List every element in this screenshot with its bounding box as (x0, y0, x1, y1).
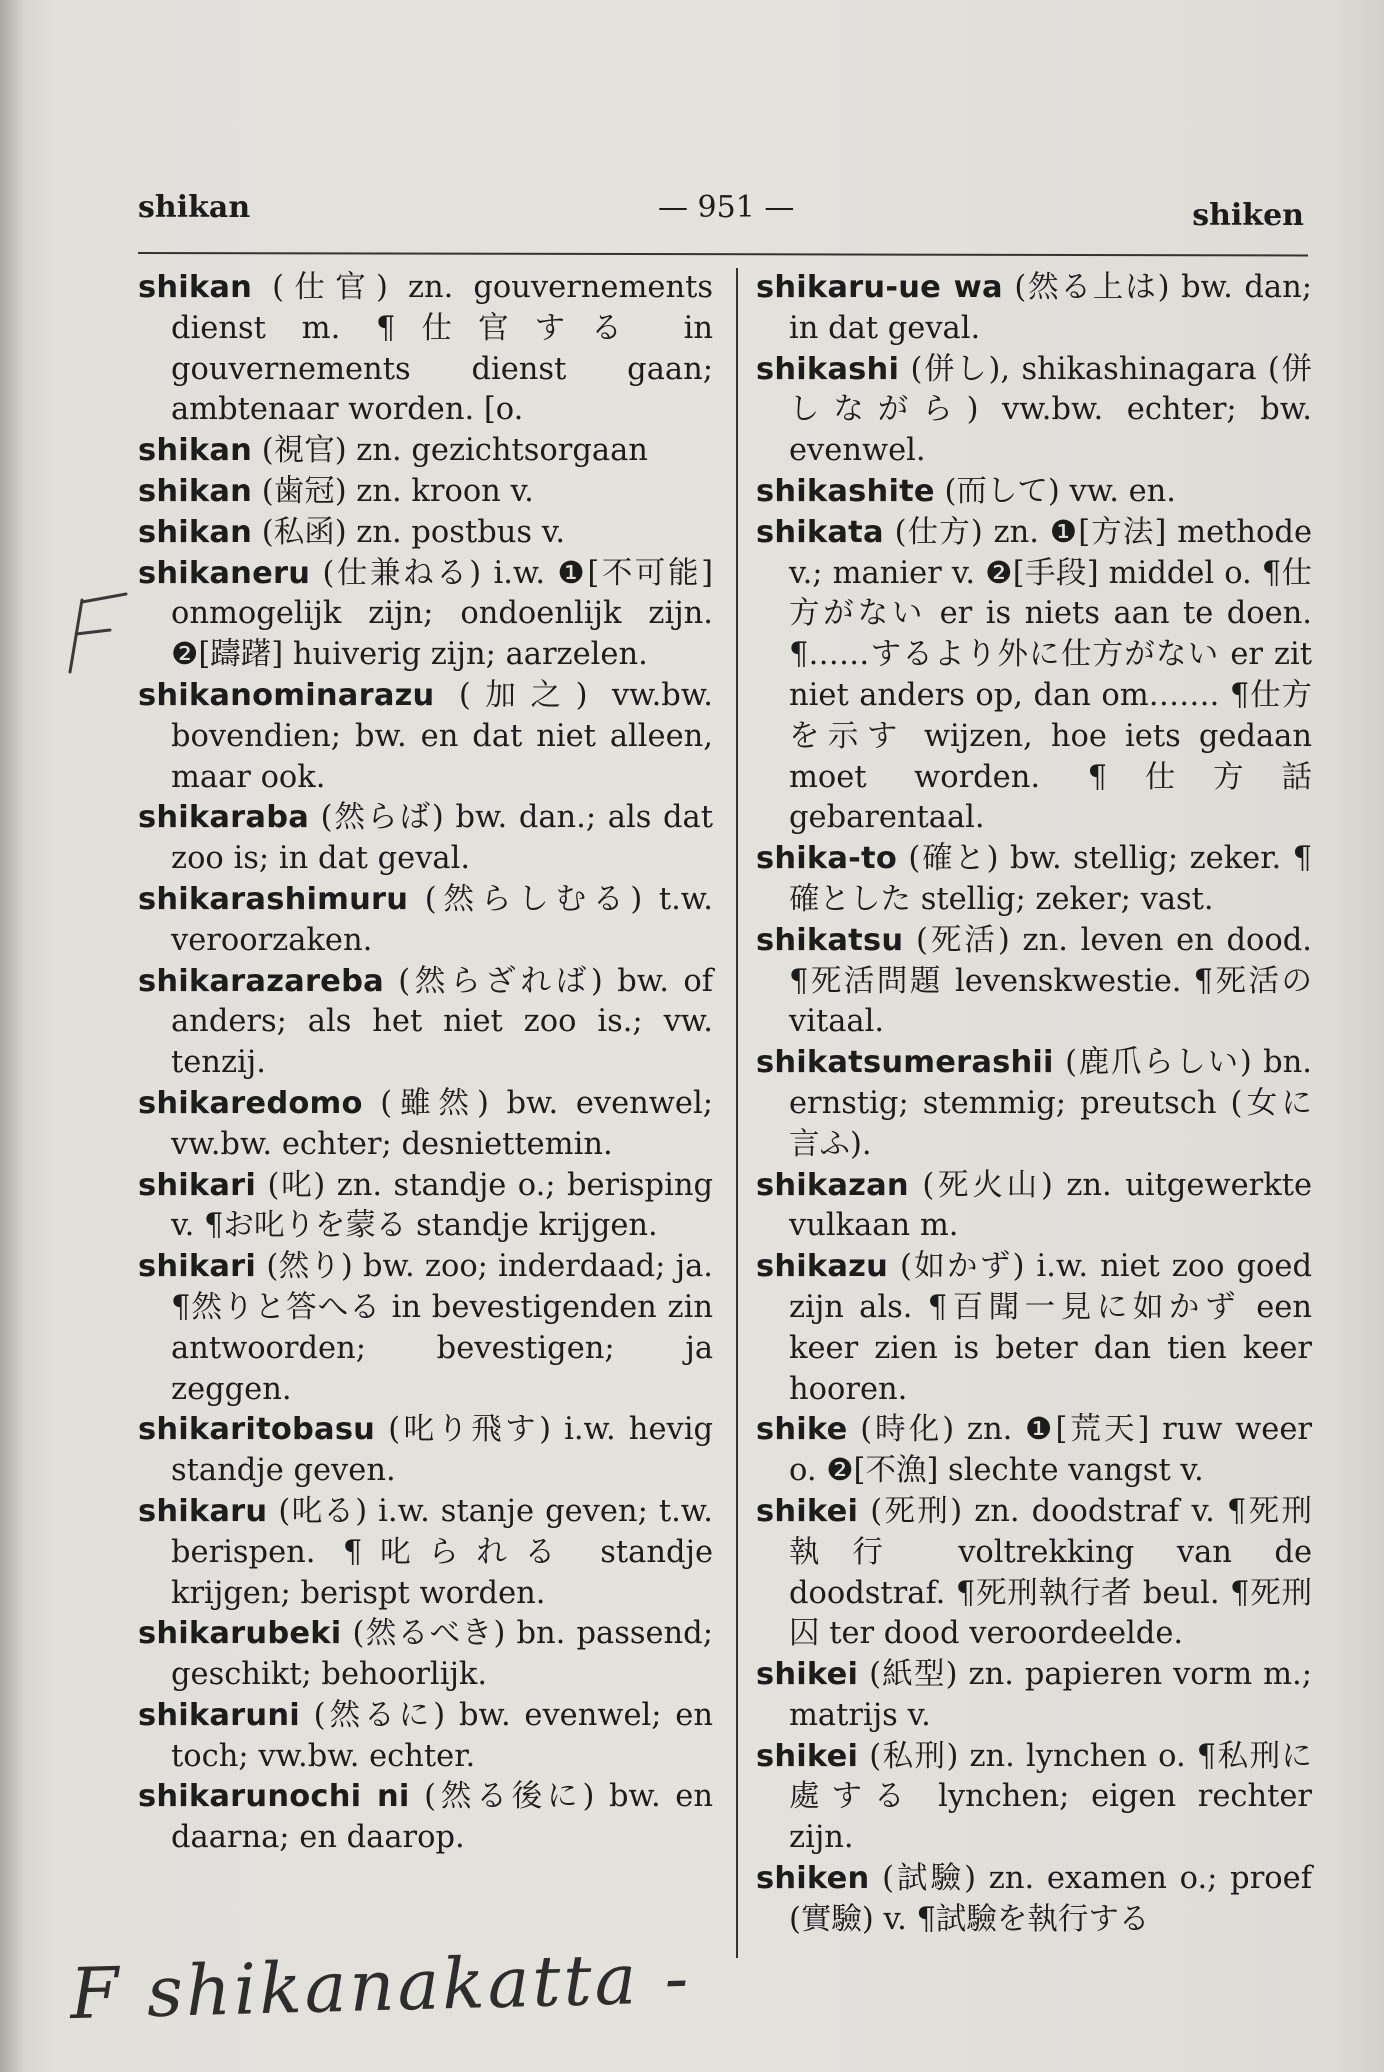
headword: shikaru-ue wa (756, 270, 1003, 305)
headword: shikatsu (756, 922, 904, 958)
dictionary-entry: shikashi (併し), shikashinagara (併しながら) vw.bw. echter; bw. evenwel. (756, 351, 1312, 469)
headword: shikari (138, 1167, 257, 1203)
headword: shiken (756, 1861, 870, 1897)
headword: shikaredomo (138, 1085, 363, 1121)
guide-word-left: shikan (138, 190, 251, 225)
dictionary-entry: shikashite (而して) vw. en. (756, 473, 1176, 509)
dictionary-entry: shikatsu (死活) zn. leven en dood. ¶死活問題 levenskwestie. ¶死活の vitaal. (756, 922, 1312, 1040)
headword: shikashite (756, 473, 935, 509)
headword: shike (756, 1412, 848, 1448)
dictionary-entry: shika-to (確と) bw. stellig; zeker. ¶確とした stellig; zeker; vast. (756, 841, 1312, 917)
dictionary-entry: shikaraba (然らば) bw. dan.; als dat zoo is; in dat geval. (138, 800, 713, 877)
dictionary-entry: shikaruni (然るに) bw. evenwel; en toch; vw.bw. echter. (138, 1697, 713, 1774)
dictionary-entry: shikata (仕方) zn. ❶[方法] methode v.; manier v. ❷[手段] middel o. ¶仕方がない er is niets aan te doen. ¶……するより外に仕方がない er zit niet anders op, dan om……. ¶仕方を示す wijzen, hoe iets gedaan moet worden. ¶仕方話 gebarentaal. (756, 514, 1312, 836)
headword: shikaneru (138, 555, 311, 591)
dictionary-entry: shikazan (死火山) zn. uitgewerkte vulkaan m. (756, 1167, 1312, 1244)
headword: shikaraba (138, 800, 310, 836)
headword: shikata (756, 514, 884, 550)
page-spine-shadow (0, 0, 26, 2072)
dictionary-entry: shikei (私刑) zn. lynchen o. ¶私刑に處する lynchen; eigen rechter zijn. (756, 1738, 1312, 1856)
dictionary-entry: shikei (紙型) zn. papieren vorm m.; matrijs v. (756, 1657, 1312, 1733)
headword: shikei (756, 1493, 859, 1529)
dictionary-entry: shikan (視官) zn. gezichtsorgaan (138, 433, 648, 469)
headword: shikei (756, 1738, 859, 1774)
dictionary-entry: shikari (叱) zn. standje o.; berisping v. ¶お叱りを蒙る standje krijgen. (138, 1167, 713, 1244)
guide-word-right: shiken (1192, 198, 1304, 233)
headword: shikarunochi ni (138, 1779, 410, 1815)
left-column (138, 268, 713, 1859)
dictionary-entry: shikaneru (仕兼ねる) i.w. ❶[不可能] onmogelijk zijn; ondoenlijk zijn. ❷[躊躇] huiverig zijn; aarzelen. (138, 555, 713, 673)
dictionary-entry: shikaru (叱る) i.w. stanje geven; t.w. berispen. ¶叱られる standje krijgen; berispt worden. (138, 1493, 713, 1611)
handwritten-note: F shikanakatta - (69, 1936, 693, 2036)
headword: shikanominarazu (138, 677, 435, 713)
header-rule (138, 252, 1308, 256)
dictionary-entry: shikarashimuru (然らしむる) t.w. veroorzaken. (138, 881, 713, 958)
headword: shikan (138, 473, 253, 509)
dictionary-entry: shikei (死刑) zn. doodstraf v. ¶死刑執行 voltrekking van de doodstraf. ¶死刑執行者 beul. ¶死刑囚 ter dood veroordeelde. (756, 1493, 1312, 1652)
dictionary-entry: shikari (然り) bw. zoo; inderdaad; ja. ¶然りと答へる in bevestigenden zin antwoorden; bevestigen; ja zeggen. (138, 1249, 713, 1407)
dictionary-entry: shikaredomo (雖然) bw. evenwel; vw.bw. echter; desniettemin. (138, 1085, 713, 1162)
handwritten-margin-mark (52, 590, 132, 680)
headword: shikari (138, 1249, 257, 1285)
dictionary-entry: shikazu (如かず) i.w. niet zoo goed zijn als. ¶百聞一見に如かず een keer zien is beter dan tien keer hooren. (756, 1249, 1312, 1407)
dictionary-entry: shikarunochi ni (然る後に) bw. en daarna; en daarop. (138, 1779, 713, 1856)
dictionary-entry: shikan (歯冠) zn. kroon v. (138, 473, 534, 509)
running-header (138, 190, 1304, 240)
headword: shika-to (756, 841, 897, 877)
dictionary-entry: shikan (私函) zn. postbus v. (138, 514, 566, 550)
headword: shikaritobasu (138, 1412, 376, 1448)
headword: shikan (138, 433, 253, 469)
headword: shikarubeki (138, 1616, 342, 1652)
headword: shikan (138, 514, 253, 550)
dictionary-entry: shikaritobasu (叱り飛す) i.w. hevig standje geven. (138, 1412, 713, 1489)
page-number: — 951 — (658, 190, 795, 225)
headword: shikatsumerashii (756, 1045, 1054, 1081)
dictionary-entry: shike (時化) zn. ❶[荒天] ruw weer o. ❷[不漁] slechte vangst v. (756, 1412, 1312, 1489)
dictionary-entry: shikarubeki (然るべき) bn. passend; geschikt; behoorlijk. (138, 1616, 713, 1693)
headword: shikashi (756, 351, 900, 387)
right-column (756, 268, 1312, 1941)
dictionary-entry: shikaru-ue wa (然る上は) bw. dan; in dat geval. (756, 270, 1312, 346)
headword: shikazu (756, 1249, 889, 1285)
headword: shikaruni (138, 1697, 300, 1733)
dictionary-entry: shikanominarazu (加之) vw.bw. bovendien; bw. en dat niet alleen, maar ook. (138, 677, 713, 795)
dictionary-entry: shikan (仕官) zn. gouvernements dienst m. ¶仕官する in gouvernements dienst gaan; ambtenaar worden. [o. (138, 270, 713, 428)
headword: shikarazareba (138, 963, 384, 999)
column-divider (736, 268, 738, 1958)
dictionary-entry: shikarazareba (然らざれば) bw. of anders; als het niet zoo is.; vw. tenzij. (138, 963, 713, 1081)
dictionary-entry: shiken (試驗) zn. examen o.; proef (實驗) v. ¶試驗を執行する (756, 1861, 1312, 1937)
headword: shikarashimuru (138, 881, 409, 917)
headword: shikazan (756, 1167, 909, 1203)
headword: shikei (756, 1657, 859, 1693)
headword: shikan (138, 270, 253, 305)
headword: shikaru (138, 1493, 268, 1529)
dictionary-entry: shikatsumerashii (鹿爪らしい) bn. ernstig; stemmig; preutsch (女に言ふ). (756, 1045, 1312, 1162)
